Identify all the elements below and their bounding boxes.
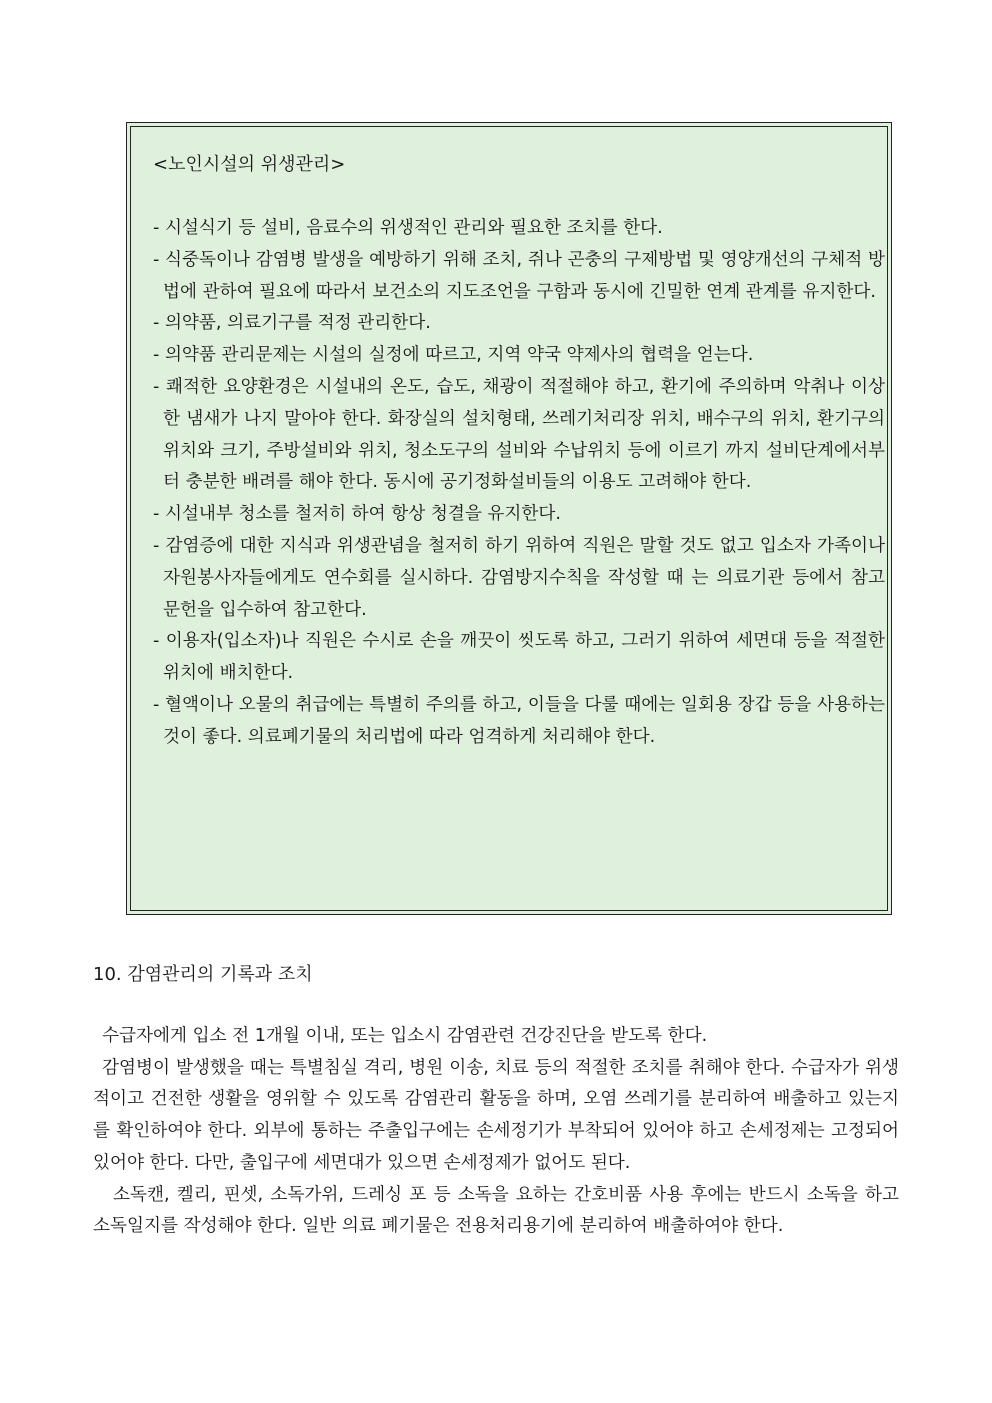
guideline-item: - 혈액이나 오물의 취급에는 특별히 주의를 하고, 이들을 다룰 때에는 일회용 장갑 등을 사용하는 것이 좋다. 의료폐기물의 처리법에 따라 엄격하게 처리해야 한다. <box>153 694 885 747</box>
body-paragraph: 수급자에게 입소 전 1개월 이내, 또는 입소시 감염관련 건강진단을 받도록 한다. <box>102 1026 708 1046</box>
guideline-item: - 시설내부 청소를 철저히 하여 항상 청결을 유지한다. <box>153 504 561 525</box>
body-paragraph: 소독캔, 켈리, 핀셋, 소독가위, 드레싱 포 등 소독을 요하는 간호비품 사용 후에는 반드시 소독을 하고 소독일지를 작성해야 한다. 일반 의료 폐기물은 전용처리용기에 분리하여 배출하여야 한다. <box>93 1184 899 1237</box>
guideline-item: - 의약품 관리문제는 시설의 실정에 따르고, 지역 약국 약제사의 협력을 얻는다. <box>153 345 754 366</box>
box-title: <노인시설의 위생관리> <box>153 154 346 175</box>
body-paragraph: 감염병이 발생했을 때는 특별침실 격리, 병원 이송, 치료 등의 적절한 조치를 취해야 한다. 수급자가 위생적이고 건전한 생활을 영위할 수 있도록 감염관리 활동을 하며, 오염 쓰레기를 분리하여 배출하고 있는지를 확인하여야 한다. 외부에 통하는 주출입구에는 손세정기가 부착되어 있어야 하고 손세정제는 고정되어 있어야 한다. 다만, 출입구에 세면대가 있으면 손세정제가 없어도 된다. <box>93 1057 899 1173</box>
guideline-item: - 의약품, 의료기구를 적정 관리한다. <box>153 313 431 334</box>
guideline-item: - 쾌적한 요양환경은 시설내의 온도, 습도, 채광이 적절해야 하고, 환기에 주의하며 악취나 이상한 냄새가 나지 말아야 한다. 화장실의 설치형태, 쓰레기처리장 위치, 배수구의 위치, 환기구의 위치와 크기, 주방설비와 위치, 청소도구의 설비와 수납위치 등에 이르기 까지 설비단계에서부터 충분한 배려를 해야 한다. 동시에 공기정화설비들의 이용도 고려해야 한다. <box>153 376 885 493</box>
section-body <box>93 1021 899 1243</box>
hygiene-guideline-box <box>126 122 892 915</box>
guideline-item: - 시설식기 등 설비, 음료수의 위생적인 관리와 필요한 조치를 한다. <box>153 218 663 238</box>
guideline-item: - 식중독이나 감염병 발생을 예방하기 위해 조치, 쥐나 곤충의 구제방법 및 영양개선의 구체적 방법에 관하여 필요에 따라서 보건소의 지도조언을 구함과 동시에 긴밀한 연계 관계를 유지한다. <box>153 249 885 302</box>
section-heading: 10. 감염관리의 기록과 조치 <box>93 964 313 985</box>
guideline-item: - 감염증에 대한 지식과 위생관념을 철저히 하기 위하여 직원은 말할 것도 없고 입소자 가족이나 자원봉사자들에게도 연수회를 실시하다. 감염방지수칙을 작성할 때 는 의료기관 등에서 참고 문헌을 입수하여 참고한다. <box>153 535 885 620</box>
guideline-item: - 이용자(입소자)나 직원은 수시로 손을 깨끗이 씻도록 하고, 그러기 위하여 세면대 등을 적절한 위치에 배치한다. <box>153 631 885 684</box>
